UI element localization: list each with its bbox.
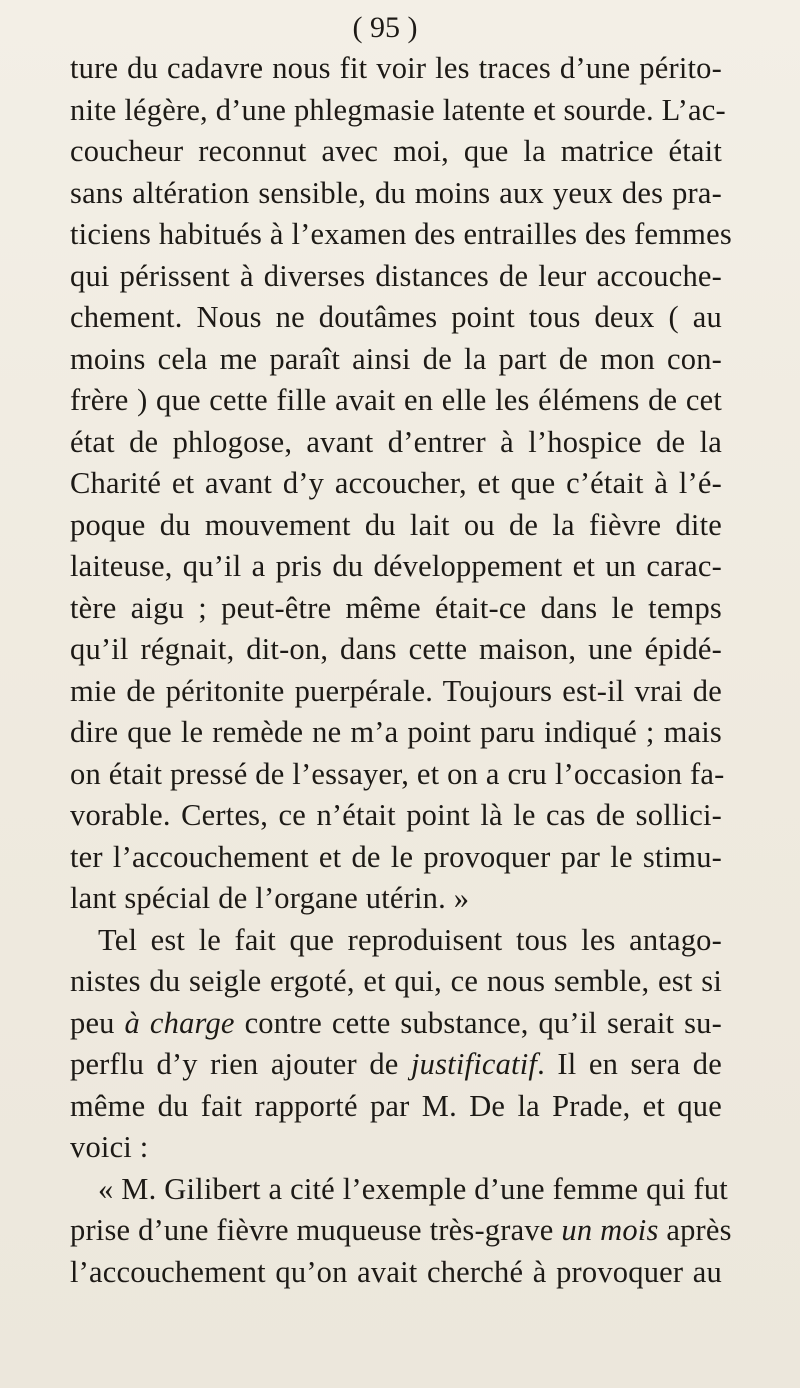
text-line: sans altération sensible, du moins aux yeux des pra- xyxy=(70,175,722,210)
text-line xyxy=(70,1210,732,1252)
text-line: ture du cadavre nous fit voir les traces d’une périto- xyxy=(70,51,722,85)
text-line: qu’il régnait, dit-on, dans cette maison, une épidé- xyxy=(70,632,722,666)
text-line: qui périssent à diverses distances de leur accouche- xyxy=(70,258,722,293)
body-text xyxy=(70,48,732,1293)
text-run: prise d’une fièvre muqueuse très-grave xyxy=(70,1213,562,1247)
text-line: poque du mouvement du lait ou de la fièvre dite xyxy=(70,507,722,542)
text-run: contre cette substance, qu’il serait su- xyxy=(234,1005,722,1040)
italic-text: à charge xyxy=(124,1005,235,1040)
text-line: même du fait rapporté par M. De la Prade, et que xyxy=(70,1088,722,1123)
text-run: perflu d’y rien ajouter de xyxy=(70,1047,411,1081)
text-line: nite légère, d’une phlegmasie latente et sourde. L’ac- xyxy=(70,92,726,127)
text-line: Charité et avant d’y accoucher, et que c’était à l’é- xyxy=(70,466,722,500)
text-line: coucheur reconnut avec moi, que la matrice était xyxy=(70,134,722,168)
italic-text: justificatif xyxy=(410,1047,538,1081)
text-line: tère aigu ; peut-être même était-ce dans le temps xyxy=(70,590,722,625)
text-line: l’accouchement qu’on avait cherché à provoquer au xyxy=(70,1254,722,1289)
paragraph-1 xyxy=(70,48,732,920)
text-line: dire que le remède ne m’a point paru indiqué ; mais xyxy=(70,715,722,749)
italic-text: un mois xyxy=(561,1213,659,1247)
page-number: ( 95 ) xyxy=(352,11,418,44)
text-line: on était pressé de l’essayer, et on a cru l’occasion fa- xyxy=(70,756,725,791)
text-line: Tel est le fait que reproduisent tous les antago- xyxy=(98,922,722,957)
paragraph-2 xyxy=(70,920,722,1169)
text-line: « M. Gilibert a cité l’exemple d’une femme qui fut xyxy=(98,1171,728,1206)
text-run: . Il en sera de xyxy=(537,1047,722,1081)
text-run: peu xyxy=(70,1005,125,1040)
text-line: lant spécial de l’organe utérin. » xyxy=(70,881,470,915)
text-line: vorable. Certes, ce n’était point là le cas de sollici- xyxy=(70,798,722,832)
text-line: laiteuse, qu’il a pris du développement et un carac- xyxy=(70,549,722,583)
paragraph-3 xyxy=(70,1169,732,1294)
text-line: voici : xyxy=(70,1130,149,1164)
text-line: nistes du seigle ergoté, et qui, ce nous semble, est si xyxy=(70,964,722,998)
text-line: chement. Nous ne doutâmes point tous deux ( au xyxy=(70,300,722,334)
text-line: état de phlogose, avant d’entrer à l’hospice de la xyxy=(70,424,722,459)
text-line: ticiens habitués à l’examen des entrailles des femmes xyxy=(70,217,732,251)
text-line xyxy=(70,1044,722,1086)
text-line: ter l’accouchement et de le provoquer par le stimu- xyxy=(70,839,722,874)
text-line: mie de péritonite puerpérale. Toujours est-il vrai de xyxy=(70,673,722,708)
text-line xyxy=(70,1003,722,1045)
text-line: frère ) que cette fille avait en elle les élémens de cet xyxy=(70,383,722,417)
text-line: moins cela me paraît ainsi de la part de mon con- xyxy=(70,341,722,376)
text-run: après xyxy=(658,1213,732,1247)
